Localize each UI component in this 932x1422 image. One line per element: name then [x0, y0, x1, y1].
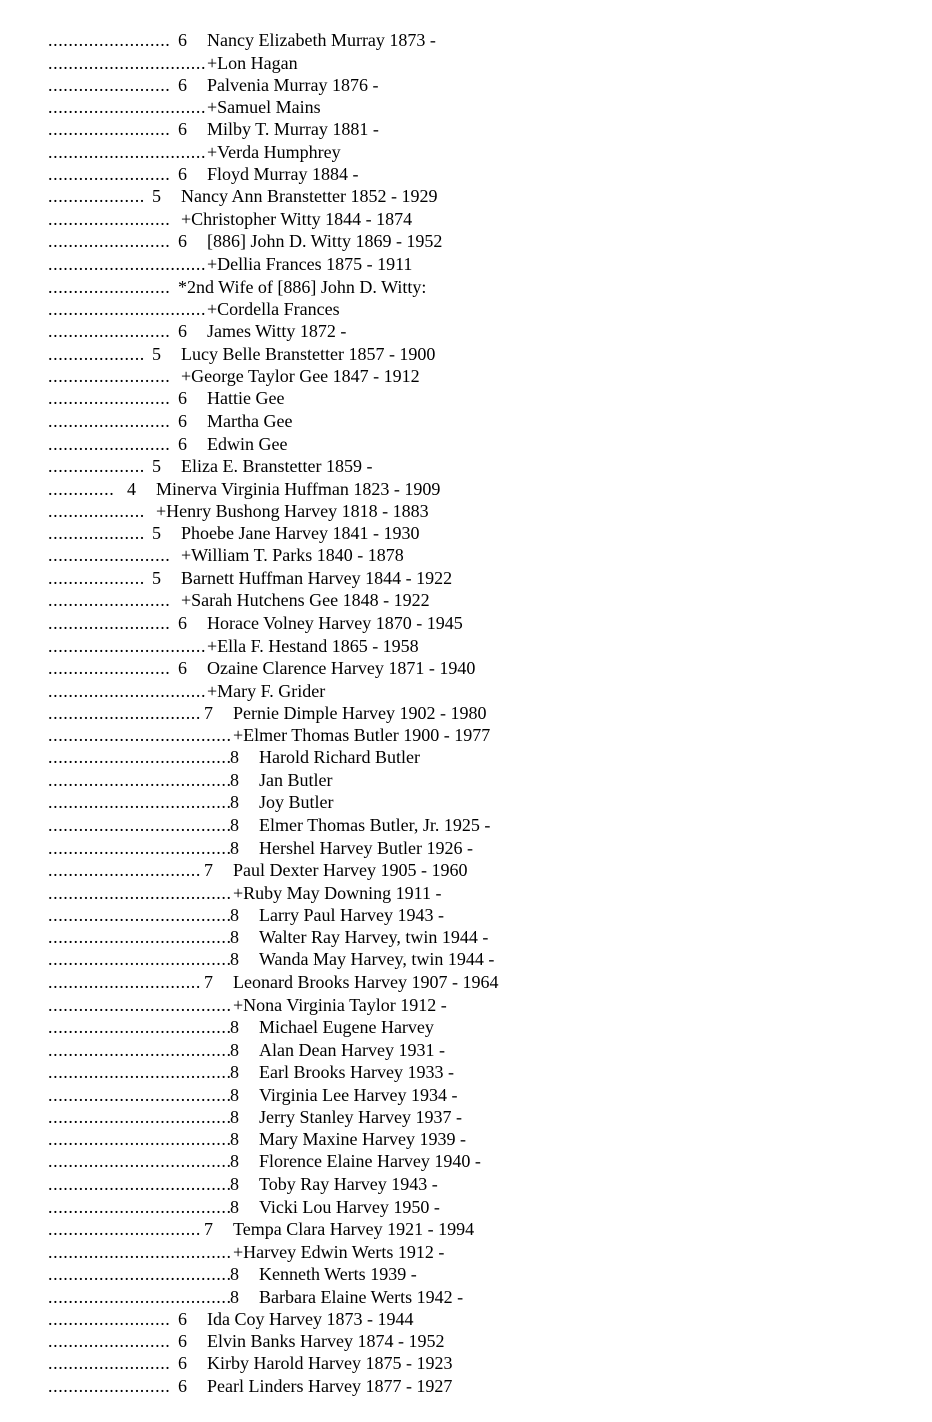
- leader-dots: ........................: [48, 658, 171, 678]
- leader-dots: ....................................: [48, 1242, 232, 1262]
- leader-dots: ........................: [48, 75, 171, 95]
- leader-dots: ....................................: [48, 1107, 232, 1127]
- spouse-name: +Mary F. Grider: [207, 681, 326, 701]
- spouse-name: +Nona Virginia Taylor 1912 -: [233, 995, 447, 1015]
- generation-number: 8: [230, 949, 239, 969]
- person-name: Palvenia Murray 1876 -: [207, 75, 379, 95]
- leader-dots: ...............................: [48, 97, 207, 117]
- leader-dots: ........................: [48, 209, 171, 229]
- person-name: Vicki Lou Harvey 1950 -: [259, 1197, 440, 1217]
- generation-number: 7: [204, 703, 213, 723]
- leader-dots: ...................: [48, 186, 145, 206]
- spouse-name: +Verda Humphrey: [207, 142, 341, 162]
- leader-dots: ....................................: [48, 1264, 232, 1284]
- leader-dots: ........................: [48, 545, 171, 565]
- person-name: Leonard Brooks Harvey 1907 - 1964: [233, 972, 499, 992]
- generation-number: 6: [178, 1353, 187, 1373]
- leader-dots: ....................................: [48, 747, 232, 767]
- leader-dots: ........................: [48, 411, 171, 431]
- person-name: Larry Paul Harvey 1943 -: [259, 905, 444, 925]
- leader-dots: ........................: [48, 164, 171, 184]
- spouse-name: +Lon Hagan: [207, 53, 298, 73]
- generation-number: 7: [204, 972, 213, 992]
- spouse-name: +George Taylor Gee 1847 - 1912: [181, 366, 420, 386]
- leader-dots: ...................: [48, 344, 145, 364]
- leader-dots: ...................: [48, 523, 145, 543]
- leader-dots: ....................................: [48, 1129, 232, 1149]
- generation-number: 8: [230, 1062, 239, 1082]
- person-name: Ozaine Clarence Harvey 1871 - 1940: [207, 658, 476, 678]
- spouse-name: +Harvey Edwin Werts 1912 -: [233, 1242, 445, 1262]
- leader-dots: ..............................: [48, 703, 201, 723]
- generation-number: 4: [127, 479, 136, 499]
- person-name: Barnett Huffman Harvey 1844 - 1922: [181, 568, 453, 588]
- leader-dots: ...............................: [48, 142, 207, 162]
- leader-dots: ....................................: [48, 725, 232, 745]
- generation-number: 8: [230, 1040, 239, 1060]
- leader-dots: ....................................: [48, 883, 232, 903]
- generation-number: 6: [178, 75, 187, 95]
- generation-number: 8: [230, 1151, 239, 1171]
- generation-number: 7: [204, 860, 213, 880]
- leader-dots: ....................................: [48, 995, 232, 1015]
- generation-number: 8: [230, 1174, 239, 1194]
- leader-dots: ....................................: [48, 1085, 232, 1105]
- person-name: Florence Elaine Harvey 1940 -: [259, 1151, 481, 1171]
- person-name: Paul Dexter Harvey 1905 - 1960: [233, 860, 468, 880]
- person-name: Hershel Harvey Butler 1926 -: [259, 838, 473, 858]
- leader-dots: ..............................: [48, 1219, 201, 1239]
- person-name: Martha Gee: [207, 411, 293, 431]
- spouse-name: +Ruby May Downing 1911 -: [233, 883, 442, 903]
- generation-number: 8: [230, 1264, 239, 1284]
- generation-number: 8: [230, 770, 239, 790]
- generation-number: 8: [230, 838, 239, 858]
- person-name: Kirby Harold Harvey 1875 - 1923: [207, 1353, 453, 1373]
- second-wife-note: *2nd Wife of [886] John D. Witty:: [178, 277, 427, 297]
- leader-dots: ........................: [48, 1376, 171, 1396]
- spouse-name: +Elmer Thomas Butler 1900 - 1977: [233, 725, 491, 745]
- generation-number: 6: [178, 434, 187, 454]
- person-name: [886] John D. Witty 1869 - 1952: [207, 231, 443, 251]
- person-name: Jerry Stanley Harvey 1937 -: [259, 1107, 462, 1127]
- person-name: Elmer Thomas Butler, Jr. 1925 -: [259, 815, 491, 835]
- generation-number: 6: [178, 30, 187, 50]
- generation-number: 8: [230, 927, 239, 947]
- person-name: Ida Coy Harvey 1873 - 1944: [207, 1309, 414, 1329]
- person-name: Alan Dean Harvey 1931 -: [259, 1040, 445, 1060]
- person-name: Floyd Murray 1884 -: [207, 164, 359, 184]
- person-name: Minerva Virginia Huffman 1823 - 1909: [156, 479, 441, 499]
- person-name: Virginia Lee Harvey 1934 -: [259, 1085, 458, 1105]
- person-name: Earl Brooks Harvey 1933 -: [259, 1062, 454, 1082]
- person-name: Edwin Gee: [207, 434, 288, 454]
- person-name: Barbara Elaine Werts 1942 -: [259, 1287, 464, 1307]
- leader-dots: ...............................: [48, 299, 207, 319]
- leader-dots: ...............................: [48, 636, 207, 656]
- person-name: Pernie Dimple Harvey 1902 - 1980: [233, 703, 487, 723]
- person-name: Elvin Banks Harvey 1874 - 1952: [207, 1331, 445, 1351]
- leader-dots: ....................................: [48, 927, 232, 947]
- generation-number: 8: [230, 747, 239, 767]
- person-name: Michael Eugene Harvey: [259, 1017, 434, 1037]
- leader-dots: ..............................: [48, 972, 201, 992]
- spouse-name: +Ella F. Hestand 1865 - 1958: [207, 636, 419, 656]
- person-name: Nancy Ann Branstetter 1852 - 1929: [181, 186, 438, 206]
- generation-number: 6: [178, 231, 187, 251]
- generation-number: 6: [178, 1376, 187, 1396]
- spouse-name: +Dellia Frances 1875 - 1911: [207, 254, 413, 274]
- spouse-name: +Samuel Mains: [207, 97, 321, 117]
- leader-dots: ....................................: [48, 1040, 232, 1060]
- leader-dots: ..............................: [48, 860, 201, 880]
- leader-dots: ....................................: [48, 1017, 232, 1037]
- leader-dots: ........................: [48, 321, 171, 341]
- person-name: Eliza E. Branstetter 1859 -: [181, 456, 373, 476]
- generation-number: 8: [230, 1197, 239, 1217]
- generation-number: 6: [178, 321, 187, 341]
- leader-dots: ....................................: [48, 1197, 232, 1217]
- generation-number: 8: [230, 1287, 239, 1307]
- generation-number: 8: [230, 792, 239, 812]
- spouse-name: +Christopher Witty 1844 - 1874: [181, 209, 413, 229]
- leader-dots: ...............................: [48, 681, 207, 701]
- leader-dots: ...................: [48, 456, 145, 476]
- generation-number: 6: [178, 164, 187, 184]
- generation-number: 8: [230, 1107, 239, 1127]
- leader-dots: ........................: [48, 1353, 171, 1373]
- person-name: Pearl Linders Harvey 1877 - 1927: [207, 1376, 453, 1396]
- spouse-name: +Sarah Hutchens Gee 1848 - 1922: [181, 590, 430, 610]
- leader-dots: ........................: [48, 366, 171, 386]
- leader-dots: ........................: [48, 613, 171, 633]
- leader-dots: ........................: [48, 30, 171, 50]
- leader-dots: ...................: [48, 568, 145, 588]
- generation-number: 6: [178, 119, 187, 139]
- person-name: Milby T. Murray 1881 -: [207, 119, 379, 139]
- generation-number: 6: [178, 658, 187, 678]
- person-name: Nancy Elizabeth Murray 1873 -: [207, 30, 436, 50]
- generation-number: 6: [178, 388, 187, 408]
- spouse-name: +Cordella Frances: [207, 299, 340, 319]
- person-name: Mary Maxine Harvey 1939 -: [259, 1129, 466, 1149]
- generation-number: 5: [152, 344, 161, 364]
- leader-dots: ....................................: [48, 792, 232, 812]
- generation-number: 8: [230, 1129, 239, 1149]
- leader-dots: ........................: [48, 590, 171, 610]
- generation-number: 6: [178, 613, 187, 633]
- generation-number: 5: [152, 456, 161, 476]
- person-name: Phoebe Jane Harvey 1841 - 1930: [181, 523, 420, 543]
- leader-dots: ....................................: [48, 1062, 232, 1082]
- leader-dots: ....................................: [48, 815, 232, 835]
- leader-dots: ...............................: [48, 53, 207, 73]
- person-name: Harold Richard Butler: [259, 747, 420, 767]
- generation-number: 5: [152, 568, 161, 588]
- person-name: Toby Ray Harvey 1943 -: [259, 1174, 438, 1194]
- leader-dots: ........................: [48, 1309, 171, 1329]
- generation-number: 8: [230, 815, 239, 835]
- person-name: Tempa Clara Harvey 1921 - 1994: [233, 1219, 475, 1239]
- leader-dots: ...............................: [48, 254, 207, 274]
- leader-dots: ........................: [48, 1331, 171, 1351]
- generation-number: 8: [230, 1017, 239, 1037]
- person-name: Hattie Gee: [207, 388, 285, 408]
- person-name: Kenneth Werts 1939 -: [259, 1264, 417, 1284]
- person-name: Jan Butler: [259, 770, 333, 790]
- generation-number: 5: [152, 186, 161, 206]
- generation-number: 6: [178, 1331, 187, 1351]
- leader-dots: ........................: [48, 277, 171, 297]
- generation-number: 8: [230, 905, 239, 925]
- person-name: Lucy Belle Branstetter 1857 - 1900: [181, 344, 436, 364]
- person-name: James Witty 1872 -: [207, 321, 347, 341]
- leader-dots: ...................: [48, 501, 145, 521]
- generation-number: 8: [230, 1085, 239, 1105]
- person-name: Wanda May Harvey, twin 1944 -: [259, 949, 495, 969]
- leader-dots: ....................................: [48, 905, 232, 925]
- generation-number: 7: [204, 1219, 213, 1239]
- spouse-name: +Henry Bushong Harvey 1818 - 1883: [156, 501, 429, 521]
- leader-dots: .............: [48, 479, 115, 499]
- leader-dots: ........................: [48, 434, 171, 454]
- person-name: Joy Butler: [259, 792, 334, 812]
- leader-dots: ....................................: [48, 770, 232, 790]
- generation-number: 6: [178, 1309, 187, 1329]
- generation-number: 5: [152, 523, 161, 543]
- spouse-name: +William T. Parks 1840 - 1878: [181, 545, 404, 565]
- leader-dots: ....................................: [48, 1151, 232, 1171]
- person-name: Horace Volney Harvey 1870 - 1945: [207, 613, 463, 633]
- leader-dots: ....................................: [48, 949, 232, 969]
- leader-dots: ....................................: [48, 838, 232, 858]
- leader-dots: ....................................: [48, 1287, 232, 1307]
- leader-dots: ........................: [48, 231, 171, 251]
- leader-dots: ........................: [48, 119, 171, 139]
- leader-dots: ........................: [48, 388, 171, 408]
- leader-dots: ....................................: [48, 1174, 232, 1194]
- generation-number: 6: [178, 411, 187, 431]
- person-name: Walter Ray Harvey, twin 1944 -: [259, 927, 489, 947]
